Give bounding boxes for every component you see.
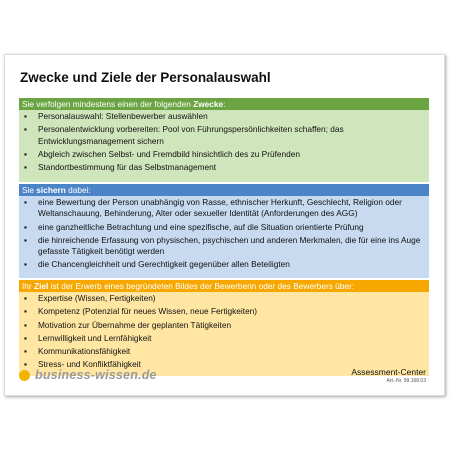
bullet-icon: ▪ xyxy=(24,221,27,232)
section-heading-zwecke xyxy=(19,98,429,110)
bullet-icon: ▪ xyxy=(24,359,27,370)
heading-text: dabei: xyxy=(65,185,91,195)
list-item-text: die hinreichende Erfassung von physischen, psychischen und anderen Merkmalen, die für eine ins Auge gefasste Tätigkeit benötigt werden xyxy=(38,234,421,257)
list-item-text: die Chancengleichheit und Gerechtigkeit gegenüber allen Beteiligten xyxy=(38,259,290,270)
bullet-icon: ▪ xyxy=(24,259,27,270)
article-number: Art.-Nr. 99.168.03 xyxy=(386,378,426,384)
logo-text: business-wissen.de xyxy=(35,368,157,382)
bullet-icon: ▪ xyxy=(24,332,27,343)
list-item-text: Personalauswahl: Stellenbewerber auswählen xyxy=(38,111,208,121)
bullet-icon: ▪ xyxy=(24,124,27,135)
list-item xyxy=(23,259,425,270)
list-item-text: Motivation zur Übernahme der geplanten Tätigkeiten xyxy=(38,319,232,330)
list-item-text: Lernwilligkeit und Lernfähigkeit xyxy=(38,332,152,343)
list-item-text: eine Bewertung der Person unabhängig von Rasse, ethnischer Herkunft, Geschlecht, Religion oder Weltanschauung, Behinderung, Alter oder sexueller Identität (Anforderungen des AGG) xyxy=(38,197,402,219)
section-body-ziel xyxy=(19,292,429,376)
bullet-icon: ▪ xyxy=(24,319,27,330)
list-item xyxy=(23,306,425,317)
brand-logo xyxy=(19,368,157,382)
list-item-text: Kommunikationsfähigkeit xyxy=(38,346,131,357)
slide-title: Zwecke und Ziele der Personalauswahl xyxy=(20,70,271,85)
bullet-icon: ▪ xyxy=(24,111,27,121)
bullet-icon: ▪ xyxy=(24,148,27,159)
heading-keyword: Ziel xyxy=(34,281,49,291)
list-item-text: Standortbestimmung für das Selbstmanagement xyxy=(38,162,217,173)
heading-keyword: Zwecke xyxy=(193,99,224,109)
list-item xyxy=(23,320,425,331)
heading-text: ist der Erwerb eines begründeten Bildes der Bewerberin oder des Bewerbers über: xyxy=(48,281,355,291)
list-item xyxy=(23,293,425,304)
list-item-text: Stress- und Konfliktfähigkeit xyxy=(38,359,141,370)
list-item xyxy=(23,222,425,233)
footer-info xyxy=(351,367,426,384)
list-item xyxy=(23,149,425,160)
slide-card xyxy=(4,54,445,396)
heading-text: Sie verfolgen mindestens einen der folgenden xyxy=(22,99,194,109)
list-item-text: eine ganzheitliche Betrachtung und eine spezifische, auf die Situation orientierte Prüfung xyxy=(38,221,364,232)
heading-keyword: sichern xyxy=(36,185,66,195)
bullet-icon: ▪ xyxy=(24,346,27,357)
logo-dot-icon xyxy=(19,370,30,381)
list-item-text: Personalentwicklung vorbereiten: Pool von Führungspersönlichkeiten schaffen; das Entwicklungsmanagement sichern xyxy=(38,124,344,146)
section-ziel xyxy=(19,280,429,376)
footer-label: Assessment-Center xyxy=(351,367,426,377)
list-item xyxy=(23,346,425,357)
section-body-sichern xyxy=(19,196,429,278)
bullet-icon: ▪ xyxy=(24,197,27,207)
list-item xyxy=(23,197,425,220)
list-item xyxy=(23,111,425,122)
section-heading-ziel xyxy=(19,280,429,292)
list-item xyxy=(23,235,425,258)
list-item-text: Expertise (Wissen, Fertigkeiten) xyxy=(38,293,156,303)
list-item xyxy=(23,162,425,173)
heading-text: : xyxy=(223,99,226,109)
section-zwecke xyxy=(19,98,429,182)
bullet-icon: ▪ xyxy=(24,306,27,317)
bullet-icon: ▪ xyxy=(24,293,27,303)
list-item xyxy=(23,333,425,344)
section-body-zwecke xyxy=(19,110,429,182)
list-item-text: Kompetenz (Potenzial für neues Wissen, neue Fertigkeiten) xyxy=(38,306,258,317)
section-heading-sichern xyxy=(19,184,429,196)
section-sichern xyxy=(19,184,429,278)
heading-text: Sie xyxy=(22,185,37,195)
list-item xyxy=(23,124,425,147)
bullet-icon: ▪ xyxy=(24,162,27,173)
list-item-text: Abgleich zwischen Selbst- und Fremdbild hinsichtlich des zu Prüfenden xyxy=(38,148,300,159)
bullet-icon: ▪ xyxy=(24,234,27,245)
heading-text: Ihr xyxy=(22,281,34,291)
